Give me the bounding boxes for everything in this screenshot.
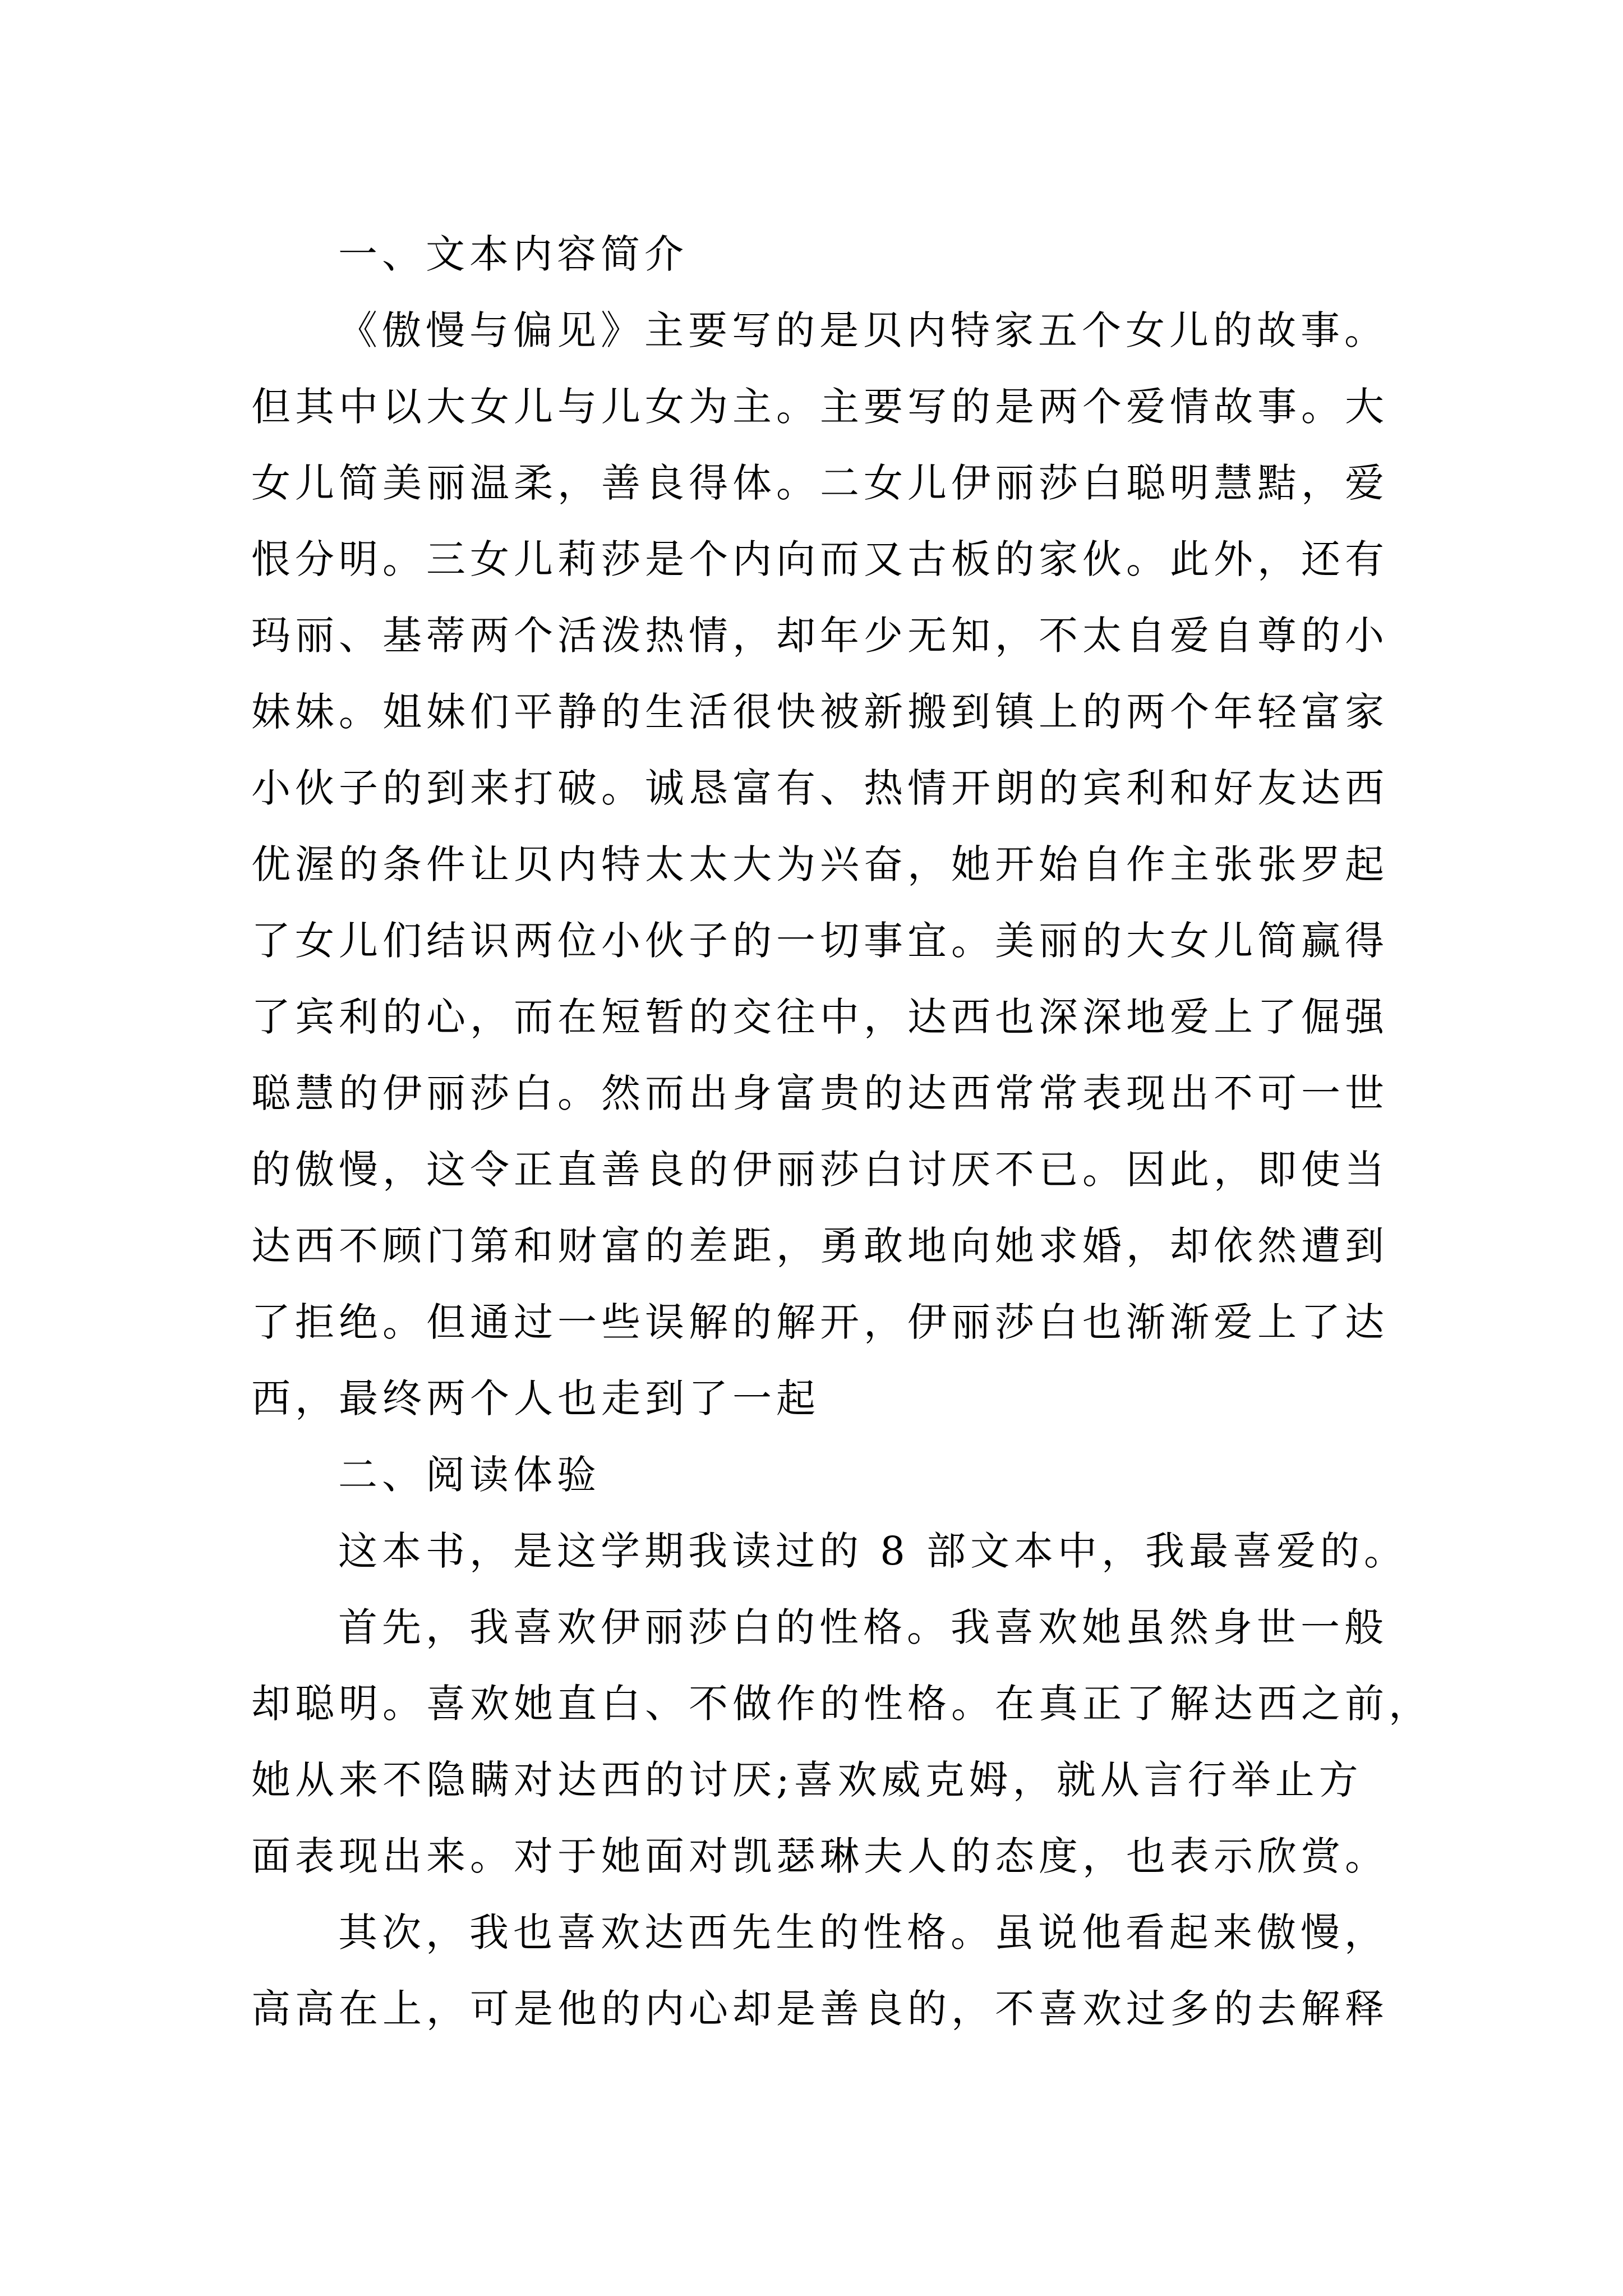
document-body xyxy=(251,216,1432,2047)
paragraph-line: 的傲慢，这令正直善良的伊丽莎白讨厌不已。因此，即使当 xyxy=(251,1147,1389,1193)
paragraph-line: 女儿简美丽温柔，善良得体。二女儿伊丽莎白聪明慧黠，爱 xyxy=(251,460,1389,506)
paragraph-line: 达西不顾门第和财富的差距，勇敢地向她求婚，却依然遭到 xyxy=(251,1223,1389,1269)
paragraph-line: 恨分明。三女儿莉莎是个内向而又古板的家伙。此外，还有 xyxy=(251,536,1389,582)
section-heading-reading: 二、阅读体验 xyxy=(338,1452,601,1498)
paragraph-line: 《傲慢与偏见》主要写的是贝内特家五个女儿的故事。 xyxy=(338,307,1388,353)
paragraph-line: 她从来不隐瞒对达西的讨厌;喜欢威克姆，就从言行举止方 xyxy=(251,1757,1363,1803)
paragraph-line: 了女儿们结识两位小伙子的一切事宜。美丽的大女儿简赢得 xyxy=(251,918,1389,964)
paragraph-line: 了拒绝。但通过一些误解的解开，伊丽莎白也渐渐爱上了达 xyxy=(251,1299,1389,1345)
paragraph-line: 却聪明。喜欢她直白、不做作的性格。在真正了解达西之前， xyxy=(251,1681,1432,1727)
paragraph-line: 其次，我也喜欢达西先生的性格。虽说他看起来傲慢， xyxy=(338,1910,1388,1955)
paragraph-line: 了宾利的心，而在短暂的交往中，达西也深深地爱上了倔强 xyxy=(251,994,1389,1040)
paragraph-line: 聪慧的伊丽莎白。然而出身富贵的达西常常表现出不可一世 xyxy=(251,1070,1389,1116)
section-heading-intro: 一、文本内容简介 xyxy=(338,231,688,277)
paragraph-line: 小伙子的到来打破。诚恳富有、热情开朗的宾利和好友达西 xyxy=(251,765,1389,811)
paragraph-line: 妹妹。姐妹们平静的生活很快被新搬到镇上的两个年轻富家 xyxy=(251,689,1389,735)
paragraph-line: 面表现出来。对于她面对凯瑟琳夫人的态度，也表示欣赏。 xyxy=(251,1833,1389,1879)
paragraph-line: 这本书，是这学期我读过的 8 部文本中，我最喜爱的。 xyxy=(338,1528,1408,1574)
paragraph-line: 高高在上，可是他的内心却是善良的，不喜欢过多的去解释 xyxy=(251,1986,1389,2032)
paragraph-line: 首先，我喜欢伊丽莎白的性格。我喜欢她虽然身世一般 xyxy=(338,1604,1388,1650)
paragraph-line: 西，最终两个人也走到了一起 xyxy=(251,1375,820,1421)
paragraph-line: 但其中以大女儿与儿女为主。主要写的是两个爱情故事。大 xyxy=(251,384,1389,430)
paragraph-line: 优渥的条件让贝内特太太大为兴奋，她开始自作主张张罗起 xyxy=(251,841,1389,887)
paragraph-line: 玛丽、基蒂两个活泼热情，却年少无知，不太自爱自尊的小 xyxy=(251,613,1389,659)
